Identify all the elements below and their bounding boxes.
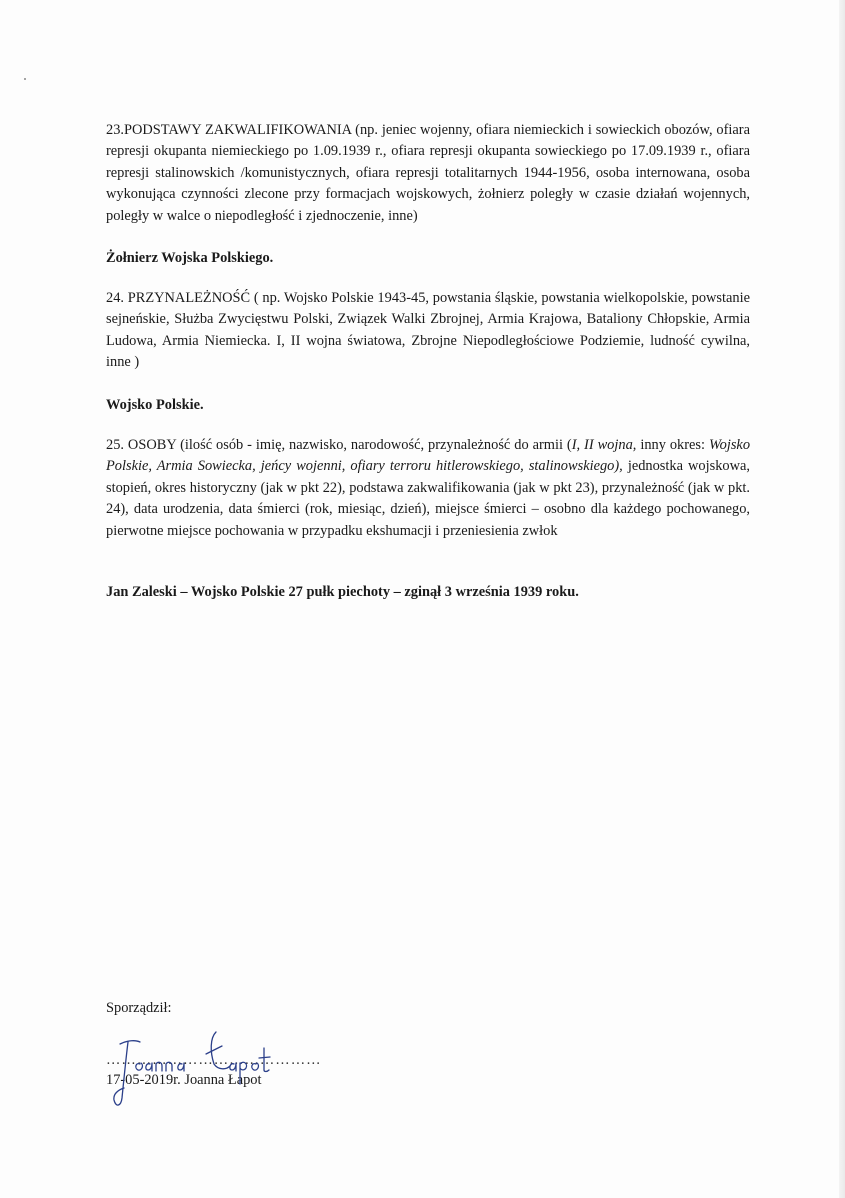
section-25-heading [106,435,750,542]
scan-edge [839,0,845,1198]
section-25-italic1: I, II wojna, [571,437,637,453]
section-24-text: 24. PRZYNALEŻNOŚĆ ( np. Wojsko Polskie 1943-45, powstania śląskie, powstania wielkopolskie, powstanie sejneńskie, Służba Zwycięstwu Polski, Związek Walki Zbrojnej, Armia Krajowa, Bataliony Chłopskie, Armia Ludowa, Armia Niemiecka. I, II wojna światowa, Zbrojne Niepodległościowe Podziemie, ludność cywilna, inne ) [106,290,750,371]
section-24-heading [106,288,750,374]
signature-date-line: 17-05-2019r. Joanna Łapot [106,1072,262,1088]
handwritten-signature [106,1018,306,1108]
section-23-heading [106,120,750,227]
section-25-answer [106,582,750,603]
section-24-answer [106,395,750,416]
signature-label: Sporządził: [106,1000,172,1016]
section-25-italic2: Wojsko Polskie, Armia Sowiecka, jeńcy wojenni, ofiary terroru hitlerowskiego, stalinowskiego), [106,437,751,475]
section-23-answer-text: Żołnierz Wojska Polskiego. [106,250,274,266]
section-23-text: 23.PODSTAWY ZAKWALIFIKOWANIA (np. jeniec wojenny, ofiara niemieckich i sowieckich obozów, ofiara represji okupanta niemieckiego po 1.09.1939 r., ofiara represji okupanta sowieckiego po 17.09.1939 r., ofiara represji stalinowskich /komunistycznych, ofiara represji totalitarnych 1944-1956, osoba internowana, osoba wykonująca czynności zlecone przy formacjach wojskowych, żołnierz poległy w czasie działań wojennych, poległy w walce o niepodległość i zjednoczenie, inne) [106,122,750,224]
section-24-answer-text: Wojsko Polskie. [106,397,204,413]
section-25-part2: inny okres: [636,437,709,453]
section-23-answer [106,248,750,269]
section-25-part3: jednostka wojskowa, stopień, okres historyczny (jak w pkt 22), podstawa zakwalifikowania (jak w pkt 23), przynależność (jak w pkt. 24), data urodzenia, data śmierci (rok, miesiąc, dzień), miejsce śmierci – osobno dla każdego pochowanego, pierwotne miejsce pochowania w przypadku ekshumacji i przeniesienia zwłok [106,458,750,539]
signature-dotted-line: …………………………………… [106,1052,322,1068]
scan-speck [24,78,26,80]
section-25-text [106,435,750,542]
section-25-part1: 25. OSOBY (ilość osób - imię, nazwisko, narodowość, przynależność do armii ( [106,437,572,453]
section-25-answer-text: Jan Zaleski – Wojsko Polskie 27 pułk piechoty – zginął 3 września 1939 roku. [106,584,579,600]
signature-area [106,1000,406,1110]
